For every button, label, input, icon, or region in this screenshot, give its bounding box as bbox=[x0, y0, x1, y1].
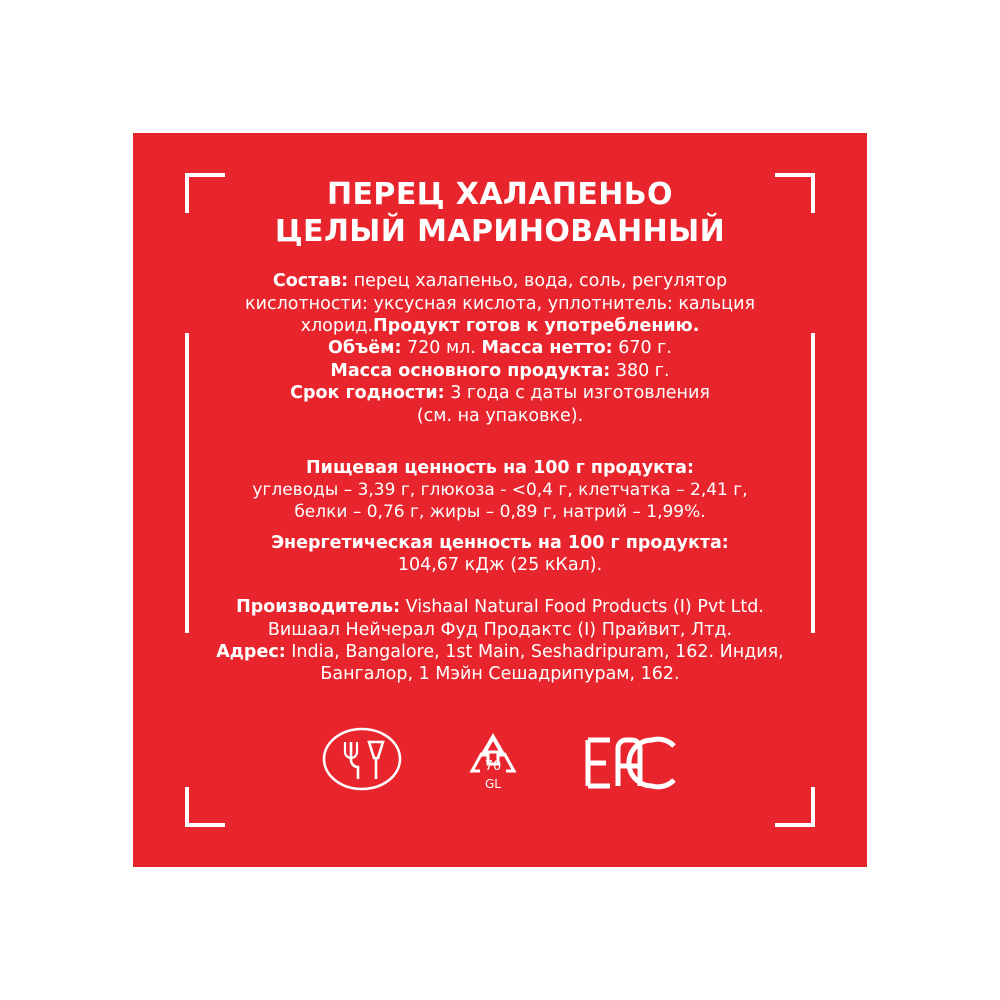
composition-line-3 bbox=[193, 315, 807, 337]
corner-bracket-bottom-right bbox=[775, 787, 815, 827]
net-mass-value: 670 г. bbox=[612, 338, 672, 359]
composition-block bbox=[193, 270, 807, 427]
product-title bbox=[193, 177, 807, 250]
main-product-mass-label: Масса основного продукта: bbox=[330, 360, 611, 381]
recycling-glass-70-icon bbox=[460, 730, 526, 792]
address-line-2: Бангалор, 1 Мэйн Сешадрипурам, 162. bbox=[320, 664, 680, 685]
net-mass-label: Масса нетто: bbox=[481, 338, 613, 359]
nutrition-line-1: углеводы – 3,39 г, глюкоза - <0,4 г, клетчатка – 2,41 г, bbox=[252, 480, 748, 501]
manufacturer-name-ru: Вишаал Нейчерал Фуд Продактс (I) Прайвит, Лтд. bbox=[267, 619, 733, 640]
manufacturer-block bbox=[193, 596, 807, 686]
recycling-material-code: GL bbox=[485, 777, 501, 791]
main-product-mass-value: 380 г. bbox=[610, 360, 670, 381]
manufacturer-name-en: Vishaal Natural Food Products (I) Pvt Ltd. bbox=[400, 597, 764, 618]
energy-heading: Энергетическая ценность на 100 г продукта: bbox=[271, 532, 729, 553]
shelf-life-line bbox=[193, 382, 807, 404]
composition-text-1: перец халапеньо, вода, соль, регулятор bbox=[348, 271, 728, 292]
shelf-life-note: (см. на упаковке). bbox=[416, 405, 584, 426]
product-title-line-1: ПЕРЕЦ ХАЛАПЕНЬО bbox=[327, 177, 673, 212]
food-safe-glass-fork-icon bbox=[320, 726, 404, 792]
manufacturer-line bbox=[193, 596, 807, 618]
address-label: Адрес: bbox=[216, 642, 286, 663]
volume-label: Объём: bbox=[328, 338, 402, 359]
nutrition-block bbox=[193, 457, 807, 576]
label-content bbox=[133, 177, 867, 686]
composition-text-3: хлорид. bbox=[300, 315, 374, 336]
shelf-life-label: Срок годности: bbox=[290, 383, 445, 404]
recycling-code-number: 70 bbox=[484, 759, 502, 774]
main-product-mass-line bbox=[193, 360, 807, 382]
composition-line-2: кислотности: уксусная кислота, уплотнитель: кальция bbox=[245, 293, 755, 314]
eac-conformity-icon bbox=[582, 734, 680, 792]
energy-value: 104,67 кДж (25 кКал). bbox=[397, 554, 603, 575]
address-text-1: India, Bangalore, 1st Main, Seshadripuram, 162. Индия, bbox=[285, 642, 784, 663]
composition-heading: Состав: bbox=[272, 271, 349, 292]
address-line-1 bbox=[193, 641, 807, 663]
nutrition-heading: Пищевая ценность на 100 г продукта: bbox=[306, 457, 694, 478]
shelf-life-value: 3 года с даты изготовления bbox=[444, 383, 710, 404]
volume-and-net-mass-line bbox=[193, 337, 807, 359]
nutrition-line-2: белки – 0,76 г, жиры – 0,89 г, натрий – 1,99%. bbox=[294, 502, 706, 523]
manufacturer-label: Производитель: bbox=[236, 597, 401, 618]
volume-value: 720 мл. bbox=[401, 338, 476, 359]
corner-bracket-bottom-left bbox=[185, 787, 225, 827]
product-title-line-2: ЦЕЛЫЙ МАРИНОВАННЫЙ bbox=[274, 213, 726, 249]
ready-to-eat-note: Продукт готов к употреблению. bbox=[373, 315, 700, 336]
composition-line-1 bbox=[193, 270, 807, 292]
product-label-panel bbox=[133, 133, 867, 867]
icon-row bbox=[133, 726, 867, 792]
